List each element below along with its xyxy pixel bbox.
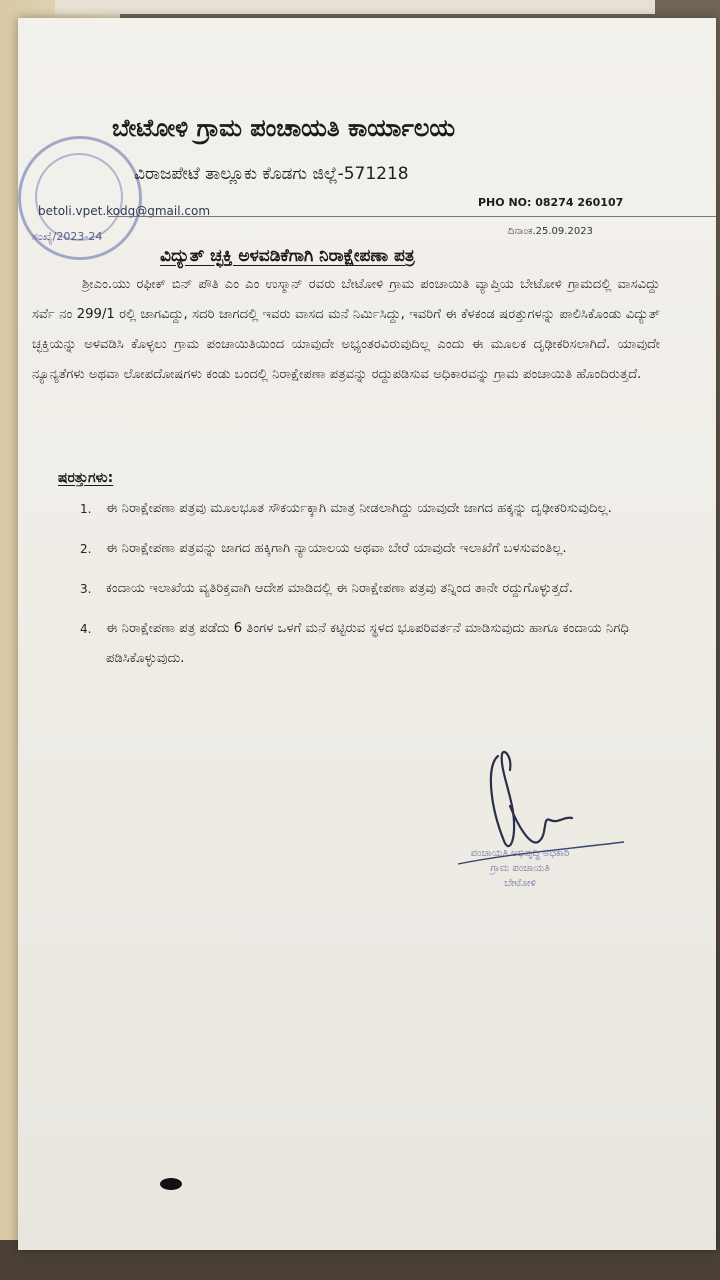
condition-number: 2. (80, 542, 92, 556)
designation-line: ಪಂಚಾಯತಿ ಅಭಿವೃದ್ಧಿ ಅಧಿಕಾರಿ (470, 848, 570, 859)
condition-number: 1. (80, 502, 92, 516)
condition-number: 4. (80, 622, 92, 636)
condition-item (74, 574, 660, 604)
condition-text: ಈ ನಿರಾಕ್ಷೇಪಣಾ ಪತ್ರವನ್ನು ಜಾಗದ ಹಕ್ಕಿಗಾಗಿ ನ್ಯಾಯಾಲಯ ಅಥವಾ ಬೇರೆ ಯಾವುದೇ ಇಲಾಖೆಗೆ ಬಳಸುವಂತಿಲ್ಲ. (106, 541, 567, 556)
letter-subject: ವಿದ್ಯುತ್ ಚ್ಛಕ್ತಿ ಅಳವಡಿಕೆಗಾಗಿ ನಿರಾಕ್ಷೇಪಣಾ ಪತ್ರ (160, 246, 415, 266)
office-address: ವಿರಾಜಪೇಟೆ ತಾಲ್ಲೂಕು ಕೊಡಗು ಜಿಲ್ಲೆ-571218 (134, 164, 409, 184)
condition-text: ಈ ನಿರಾಕ್ಷೇಪಣಾ ಪತ್ರ ಪಡೆದು 6 ತಿಂಗಳ ಒಳಗೆ ಮನೆ ಕಟ್ಟಿರುವ ಸ್ಥಳದ ಭೂಪರಿವರ್ತನೆ ಮಾಡಿಸುವುದು ಹಾಗೂ ಕಂದಾಯ ನಿಗಧಿ ಪಡಿಸಿಕೊಳ್ಳುವುದು. (106, 621, 629, 666)
reference-number: ಸಂಖ್ಯೆ/2023-24 (32, 230, 103, 243)
condition-item (74, 534, 660, 564)
condition-item (74, 494, 660, 524)
office-email: betoli.vpet.kodg@gmail.com (38, 204, 211, 218)
designation-line: ಗ್ರಾಮ ಪಂಚಾಯತಿ (490, 863, 550, 874)
top-paper-strip (55, 0, 655, 14)
letter-body: ಶ್ರೀಎಂ.ಯು ರಫೀಕ್ ಬಿನ್ ಪೌತಿ ಎಂ ಎಂ ಉಸ್ಮಾನ್ ರವರು ಬೇಟೋಳಿ ಗ್ರಾಮ ಪಂಚಾಯಿತಿ ವ್ಯಾಪ್ತಿಯ ಬೇಟೋಳಿ ಗ್ರಾಮದಲ್ಲಿ ವಾಸವಿದ್ದು ಸರ್ವೆ ನಂ 299/1 ರಲ್ಲಿ ಜಾಗವಿದ್ದು, ಸದರಿ ಜಾಗದಲ್ಲಿ ಇವರು ವಾಸದ ಮನೆ ನಿರ್ಮಿಸಿದ್ದು, ಇವರಿಗೆ ಈ ಕೆಳಕಂಡ ಷರತ್ತುಗಳನ್ನು ಪಾಲಿಸಿಕೊಂಡು ವಿದ್ಯುತ್ ಚ್ಛಕ್ತಿಯನ್ನು ಅಳವಡಿಸಿ ಕೊಳ್ಳಲು ಗ್ರಾಮ ಪಂಚಾಯಿತಿಯಿಂದ ಯಾವುದೇ ಅಭ್ಯಂತರವಿರುವುದಿಲ್ಲ ಎಂದು ಈ ಮೂಲಕ ದೃಢೀಕರಿಸಲಾಗಿದೆ. ಯಾವುದೇ ನ್ಯೂನ್ಯತೆಗಳು ಅಥವಾ ಲೋಪದೋಷಗಳು ಕಂಡು ಬಂದಲ್ಲಿ ನಿರಾಕ್ಷೇಪಣಾ ಪತ್ರವನ್ನು ರದ್ದುಪಡಿಸುವ ಅಧಿಕಾರವನ್ನು ಗ್ರಾಮ ಪಂಚಾಯಿತಿ ಹೊಂದಿರುತ್ತದೆ. (32, 277, 660, 382)
condition-text: ಈ ನಿರಾಕ್ಷೇಪಣಾ ಪತ್ರವು ಮೂಲಭೂತ ಸೌಕರ್ಯಕ್ಕಾಗಿ ಮಾತ್ರ ನೀಡಲಾಗಿದ್ದು ಯಾವುದೇ ಜಾಗದ ಹಕ್ಕನ್ನು ದೃಢೀಕರಿಸುವುದಿಲ್ಲ. (106, 501, 612, 516)
office-phone: PHO NO: 08274 260107 (478, 196, 624, 209)
letterhead-divider (108, 216, 716, 217)
designation-stamp (420, 846, 620, 891)
ink-spot (160, 1178, 182, 1190)
letter-sheet (18, 18, 716, 1250)
condition-number: 3. (80, 582, 92, 596)
condition-item (74, 614, 660, 674)
letter-date: ದಿನಾಂಕ.25.09.2023 (508, 226, 593, 237)
conditions-heading: ಷರತ್ತುಗಳು: (58, 470, 114, 486)
conditions-list (74, 494, 660, 684)
office-title: ಬೇಟೋಳಿ ಗ್ರಾಮ ಪಂಚಾಯತಿ ಕಾರ್ಯಾಲಯ (112, 114, 456, 142)
condition-text: ಕಂದಾಯ ಇಲಾಖೆಯ ವ್ಯತಿರಿಕ್ತವಾಗಿ ಆದೇಶ ಮಾಡಿದಲ್ಲಿ ಈ ನಿರಾಕ್ಷೇಪಣಾ ಪತ್ರವು ತನ್ನಿಂದ ತಾನೇ ರದ್ದುಗೊಳ್ಳುತ್ತದೆ. (106, 581, 573, 596)
designation-line: ಬೇಟೋಳಿ (504, 878, 536, 889)
